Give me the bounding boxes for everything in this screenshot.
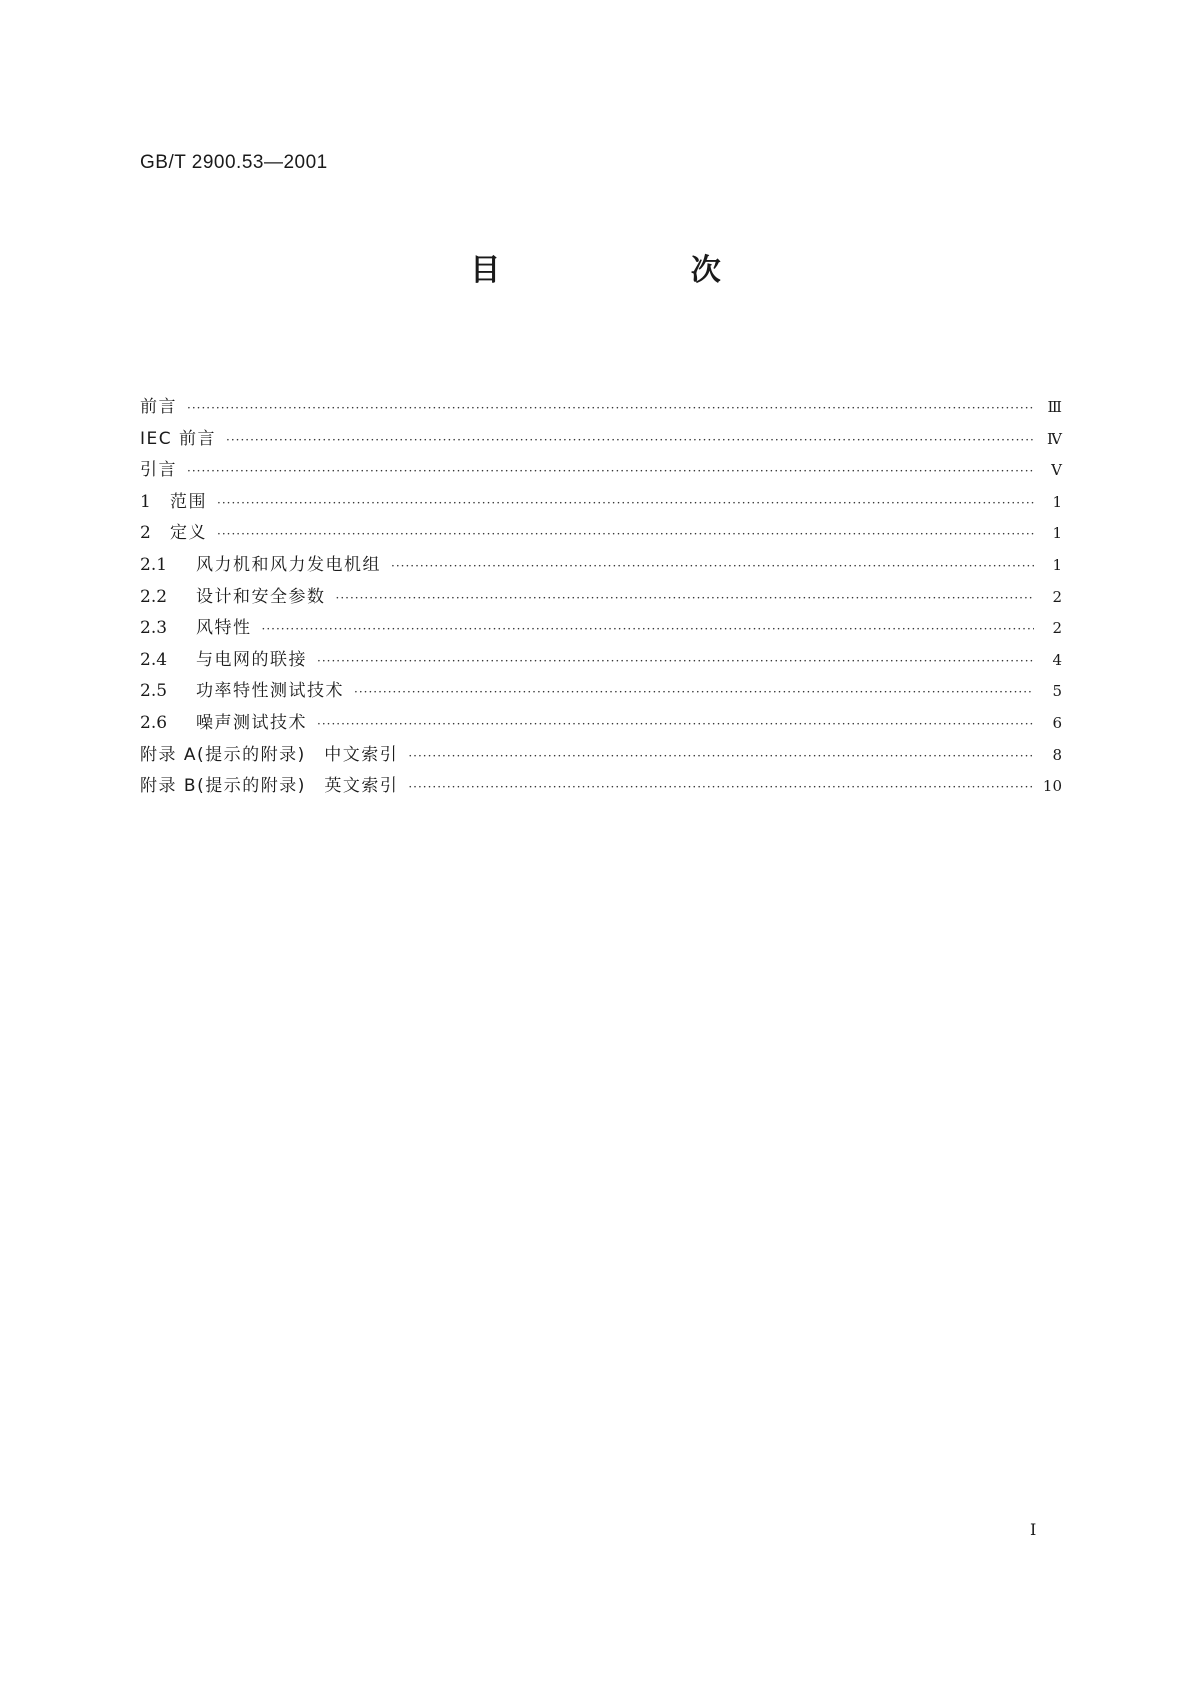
toc-entry-introduction[interactable] [140,455,1062,487]
toc-entry-page: 8 [1052,745,1062,764]
toc-entry-text: IEC 前言 [140,428,217,449]
toc-entry-2-5[interactable] [140,676,1062,708]
toc-entry-number: 2.6 [140,712,168,733]
toc-entry-page: Ⅲ [1047,398,1062,416]
toc-entry-scope[interactable] [140,487,1062,519]
page-number: I [1030,1520,1037,1539]
toc-leader-dots [336,591,1035,605]
toc-entry-number: 2 [140,523,151,544]
toc-entry-page: 5 [1052,682,1062,701]
toc-entry-number: 2.5 [140,681,168,702]
toc-leader-dots [187,401,1034,415]
toc-leader-dots [317,654,1034,668]
toc-entry-2-3[interactable] [140,613,1062,645]
toc-entry-number: 2.4 [140,649,168,670]
toc-entry-page: 1 [1052,524,1062,543]
toc-leader-dots [408,780,1034,794]
toc-leader-dots [217,527,1034,541]
toc-entry-text: 范围 [170,491,207,512]
toc-entry-number: 1 [140,491,151,512]
toc-entry-text: 定义 [170,523,207,544]
toc-entry-number: 2.3 [140,618,168,639]
toc-leader-dots [262,622,1035,636]
toc-entry-2-2[interactable] [140,582,1062,614]
toc-entry-text: 附录 B(提示的附录) 英文索引 [140,776,399,797]
toc-leader-dots [391,559,1034,573]
toc-entry-page: 10 [1042,777,1062,796]
toc-entry-iec-foreword[interactable] [140,424,1062,456]
toc-entry-text: 风力机和风力发电机组 [196,554,381,575]
toc-leader-dots [187,464,1034,478]
page-title: 目 次 [470,253,811,288]
toc-entry-page: 1 [1052,492,1062,511]
toc-entry-definitions[interactable] [140,518,1062,550]
toc-entry-2-4[interactable] [140,645,1062,677]
toc-leader-dots [408,749,1034,763]
toc-entry-text: 噪声测试技术 [196,712,307,733]
table-of-contents [140,392,1062,803]
toc-entry-text: 前言 [140,397,177,417]
toc-entry-page: Ⅳ [1047,429,1062,448]
toc-leader-dots [317,717,1034,731]
toc-entry-page: 2 [1052,619,1062,638]
toc-entry-appendix-b[interactable] [140,771,1062,803]
toc-leader-dots [226,433,1034,447]
toc-entry-appendix-a[interactable] [140,740,1062,772]
toc-leader-dots [217,496,1034,510]
standard-number: GB/T 2900.53—2001 [140,152,328,173]
toc-entry-text: 功率特性测试技术 [196,681,344,702]
toc-entry-2-1[interactable] [140,550,1062,582]
toc-entry-text: 风特性 [196,618,252,639]
toc-entry-page: 2 [1052,587,1062,606]
toc-entry-text: 与电网的联接 [196,649,307,670]
toc-entry-page: 1 [1052,555,1062,574]
toc-entry-text: 引言 [140,460,177,481]
toc-entry-text: 附录 A(提示的附录) 中文索引 [140,744,399,765]
toc-entry-text: 设计和安全参数 [196,586,326,607]
toc-entry-foreword[interactable] [140,392,1062,424]
toc-entry-page: 4 [1052,650,1062,669]
toc-leader-dots [354,685,1034,699]
toc-entry-page: 6 [1052,713,1062,732]
toc-entry-number: 2.1 [140,554,168,575]
toc-entry-number: 2.2 [140,586,168,607]
toc-entry-page: Ⅴ [1051,461,1062,480]
toc-entry-2-6[interactable] [140,708,1062,740]
